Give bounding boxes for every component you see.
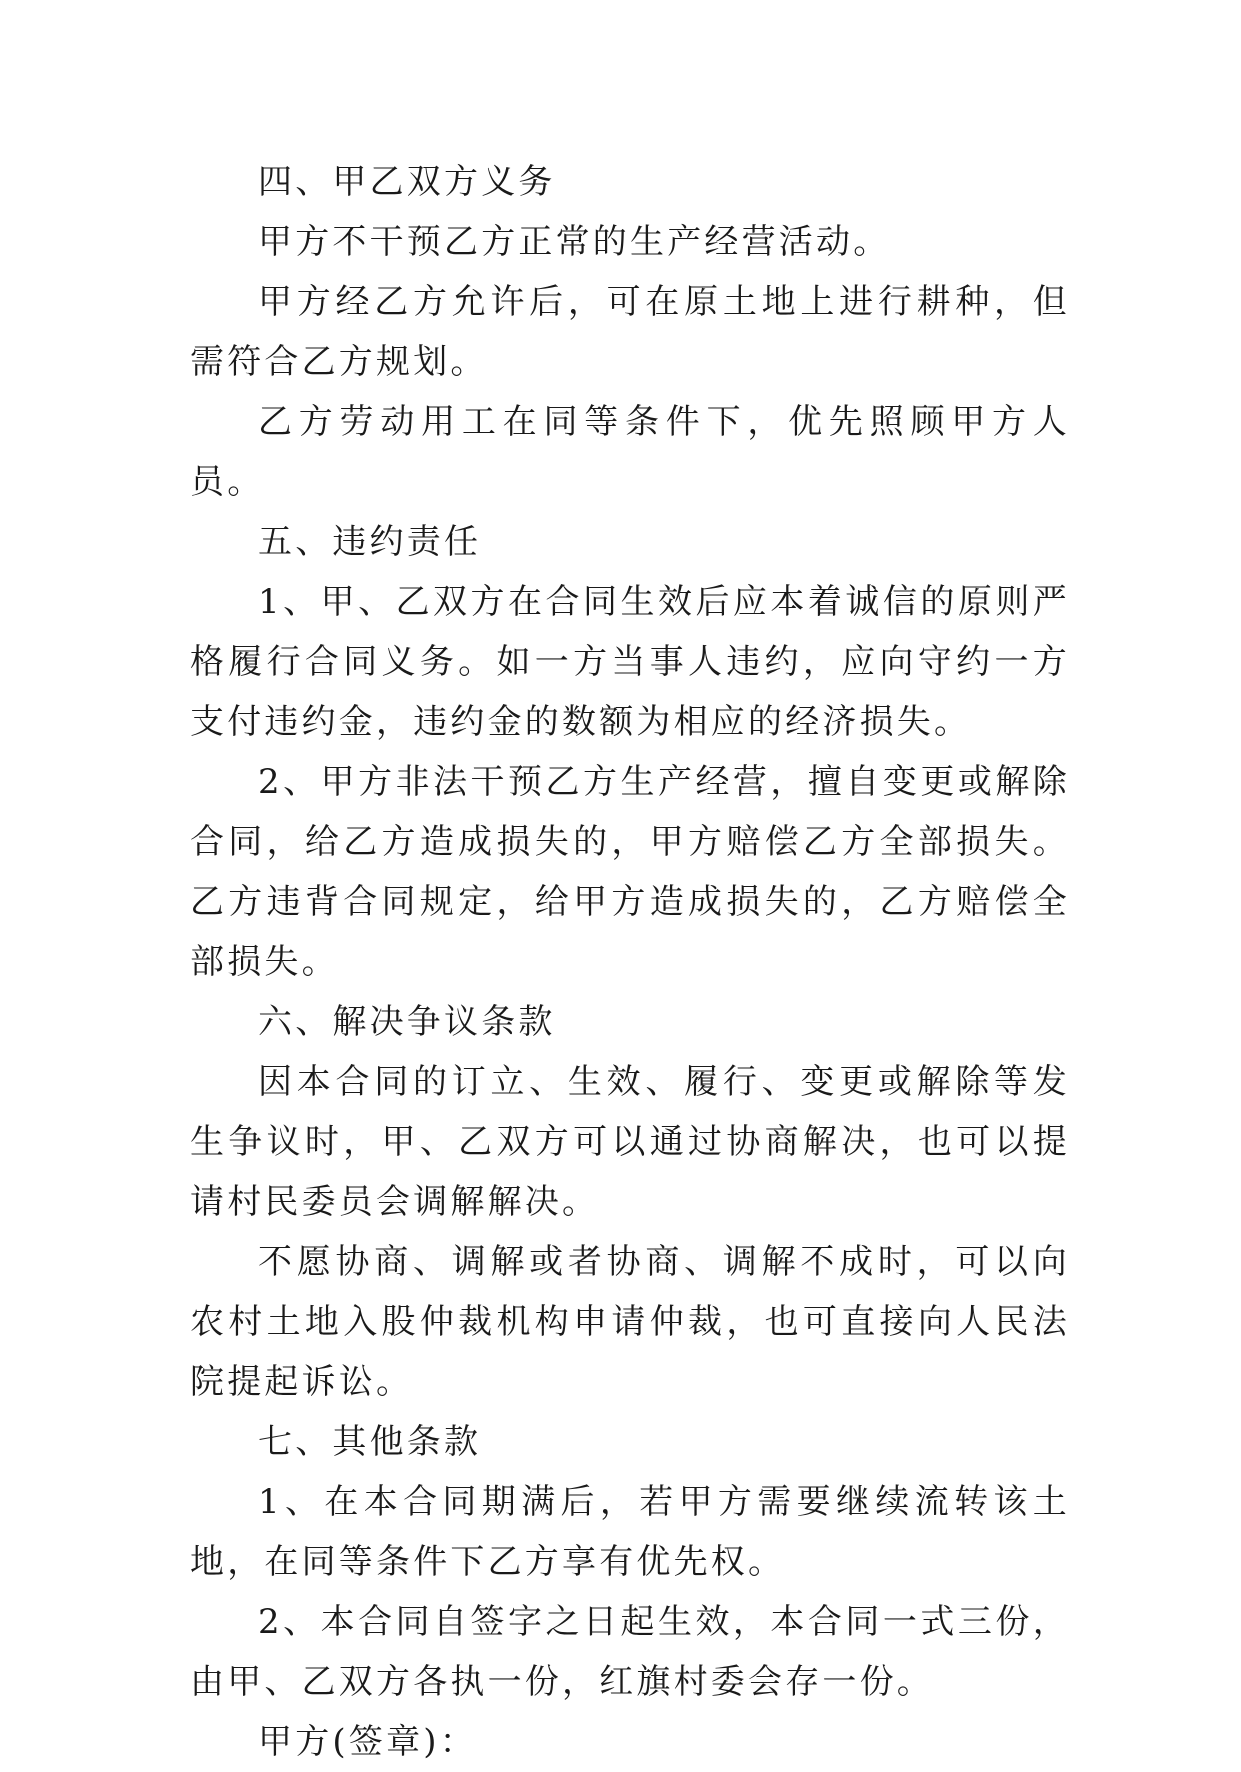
paragraph: 1、甲、乙双方在合同生效后应本着诚信的原则严格履行合同义务。如一方当事人违约，应向守约一方支付违约金，违约金的数额为相应的经济损失。 (190, 582, 1070, 742)
section-heading-obligations: 四、甲乙双方义务 (258, 162, 556, 202)
paragraph: 乙方劳动用工在同等条件下，优先照顾甲方人员。 (190, 402, 1070, 502)
paragraph: 甲方经乙方允许后，可在原土地上进行耕种，但需符合乙方规划。 (190, 282, 1070, 382)
paragraph: 2、本合同自签字之日起生效，本合同一式三份，由甲、乙双方各执一份，红旗村委会存一份。 (190, 1602, 1070, 1702)
paragraph: 1、在本合同期满后，若甲方需要继续流转该土地，在同等条件下乙方享有优先权。 (190, 1482, 1070, 1582)
paragraph: 2、甲方非法干预乙方生产经营，擅自变更或解除合同，给乙方造成损失的，甲方赔偿乙方全部损失。乙方违背合同规定，给甲方造成损失的，乙方赔偿全部损失。 (190, 762, 1070, 982)
section-heading-other: 七、其他条款 (258, 1422, 482, 1462)
document-page (190, 152, 1070, 1772)
paragraph: 不愿协商、调解或者协商、调解不成时，可以向农村土地入股仲裁机构申请仲裁，也可直接向人民法院提起诉讼。 (190, 1242, 1070, 1402)
paragraph: 因本合同的订立、生效、履行、变更或解除等发生争议时，甲、乙双方可以通过协商解决，也可以提请村民委员会调解解决。 (190, 1062, 1070, 1222)
section-heading-disputes: 六、解决争议条款 (258, 1002, 556, 1042)
section-heading-liability: 五、违约责任 (258, 522, 482, 562)
signature-line-party-a: 甲方(签章)： (258, 1722, 477, 1762)
paragraph: 甲方不干预乙方正常的生产经营活动。 (258, 222, 891, 262)
